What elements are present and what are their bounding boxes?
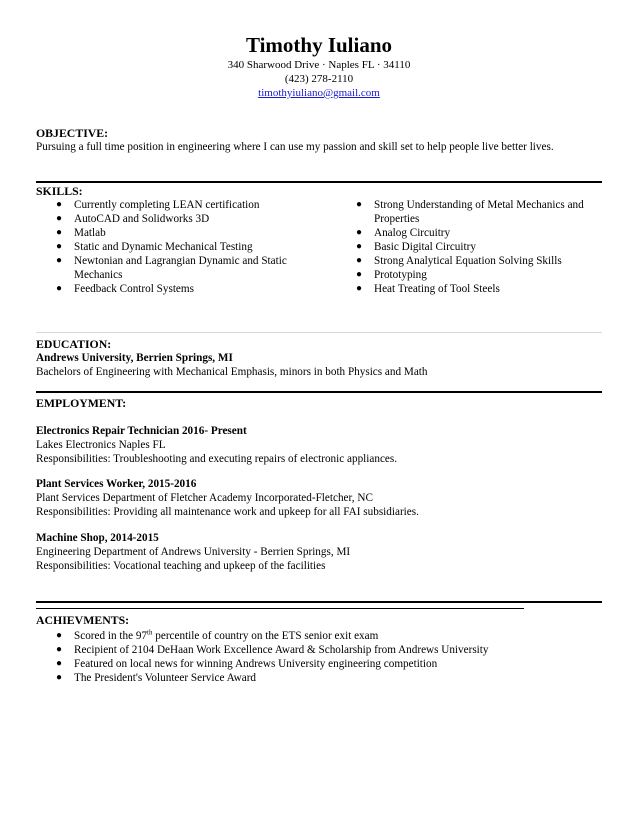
list-item: ● Matlab (56, 227, 106, 239)
objective-text: Pursuing a full time position in engineering where I can use my passion and skill set to help people live better lives. (36, 141, 554, 153)
bullet-icon: ● (356, 269, 363, 280)
list-item: ● Feedback Control Systems (56, 283, 194, 295)
job-title: Plant Services Worker, 2015-2016 (36, 478, 197, 490)
job-responsibilities: Responsibilities: Providing all maintenance work and upkeep for all FAI subsidiaries. (36, 506, 419, 518)
list-item: ● Prototyping (356, 269, 427, 281)
address: 340 Sharwood Drive · Naples FL · 34110 (227, 59, 411, 71)
bullet-icon: ● (56, 213, 63, 224)
bullet-icon: ● (56, 241, 63, 252)
bullet-icon: ● (56, 672, 63, 683)
education-section (36, 337, 602, 379)
list-item: ● The President's Volunteer Service Award (56, 672, 257, 684)
skills-list-right (336, 198, 600, 296)
list-item: ● Scored in the 97th percentile of country on the ETS senior exit exam (56, 628, 379, 642)
job-title: Machine Shop, 2014-2015 (36, 532, 159, 544)
underline-divider (36, 608, 524, 609)
resume-header (0, 32, 638, 100)
achievements-section (36, 613, 602, 627)
bullet-icon: ● (356, 255, 363, 266)
job-responsibilities: Responsibilities: Vocational teaching and upkeep of the facilities (36, 560, 326, 572)
list-item: ● Newtonian and Lagrangian Dynamic and Static Mechanics (56, 255, 287, 281)
skills-list-left (36, 198, 312, 296)
candidate-name: Timothy Iuliano (245, 33, 393, 57)
objective-section (36, 126, 602, 154)
section-divider (36, 391, 602, 393)
phone: (423) 278-2110 (284, 73, 354, 85)
job-org: Lakes Electronics Naples FL (36, 439, 166, 451)
list-item: ● Strong Understanding of Metal Mechanics and Properties (356, 199, 584, 225)
list-item: ● Strong Analytical Equation Solving Skills (356, 255, 562, 267)
job-title: Electronics Repair Technician 2016- Present (36, 425, 247, 437)
list-item: ● Heat Treating of Tool Steels (356, 283, 500, 295)
section-divider (36, 181, 602, 183)
skills-section (36, 184, 602, 198)
bullet-icon: ● (56, 630, 63, 641)
employment-section (36, 396, 602, 410)
email-link[interactable]: timothyiuliano@gmail.com (258, 87, 380, 99)
section-divider (36, 601, 602, 603)
job-entry (36, 477, 602, 519)
list-item: ● Currently completing LEAN certification (56, 199, 260, 211)
job-responsibilities: Responsibilities: Troubleshooting and executing repairs of electronic appliances. (36, 453, 398, 465)
job-org: Plant Services Department of Fletcher Academy Incorporated-Fletcher, NC (36, 492, 373, 504)
bullet-icon: ● (56, 644, 63, 655)
bullet-icon: ● (56, 283, 63, 294)
achievements-list (36, 629, 602, 685)
bullet-icon: ● (56, 658, 63, 669)
employment-title: EMPLOYMENT: (36, 396, 127, 410)
bullet-icon: ● (356, 199, 363, 210)
bullet-icon: ● (356, 283, 363, 294)
list-item: ● Basic Digital Circuitry (356, 241, 476, 253)
achievements-title: ACHIEVMENTS: (36, 613, 130, 627)
list-item: ● Static and Dynamic Mechanical Testing (56, 241, 253, 253)
education-title: EDUCATION: (36, 337, 112, 351)
list-item: ● Recipient of 2104 DeHaan Work Excellence Award & Scholarship from Andrews University (56, 644, 489, 656)
objective-title: OBJECTIVE: (36, 126, 109, 140)
bullet-icon: ● (56, 227, 63, 238)
section-divider (36, 332, 602, 333)
job-entry (36, 531, 602, 573)
job-org: Engineering Department of Andrews University - Berrien Springs, MI (36, 546, 351, 558)
school-name: Andrews University, Berrien Springs, MI (36, 352, 233, 364)
bullet-icon: ● (356, 241, 363, 252)
job-entry (36, 424, 602, 466)
list-item: ● Analog Circuitry (356, 227, 451, 239)
bullet-icon: ● (56, 255, 63, 266)
list-item: ● AutoCAD and Solidworks 3D (56, 213, 210, 225)
degree: Bachelors of Engineering with Mechanical Emphasis, minors in both Physics and Math (36, 366, 428, 378)
list-item: ● Featured on local news for winning Andrews University engineering competition (56, 658, 438, 670)
bullet-icon: ● (56, 199, 63, 210)
bullet-icon: ● (356, 227, 363, 238)
skills-title: SKILLS: (36, 184, 83, 198)
